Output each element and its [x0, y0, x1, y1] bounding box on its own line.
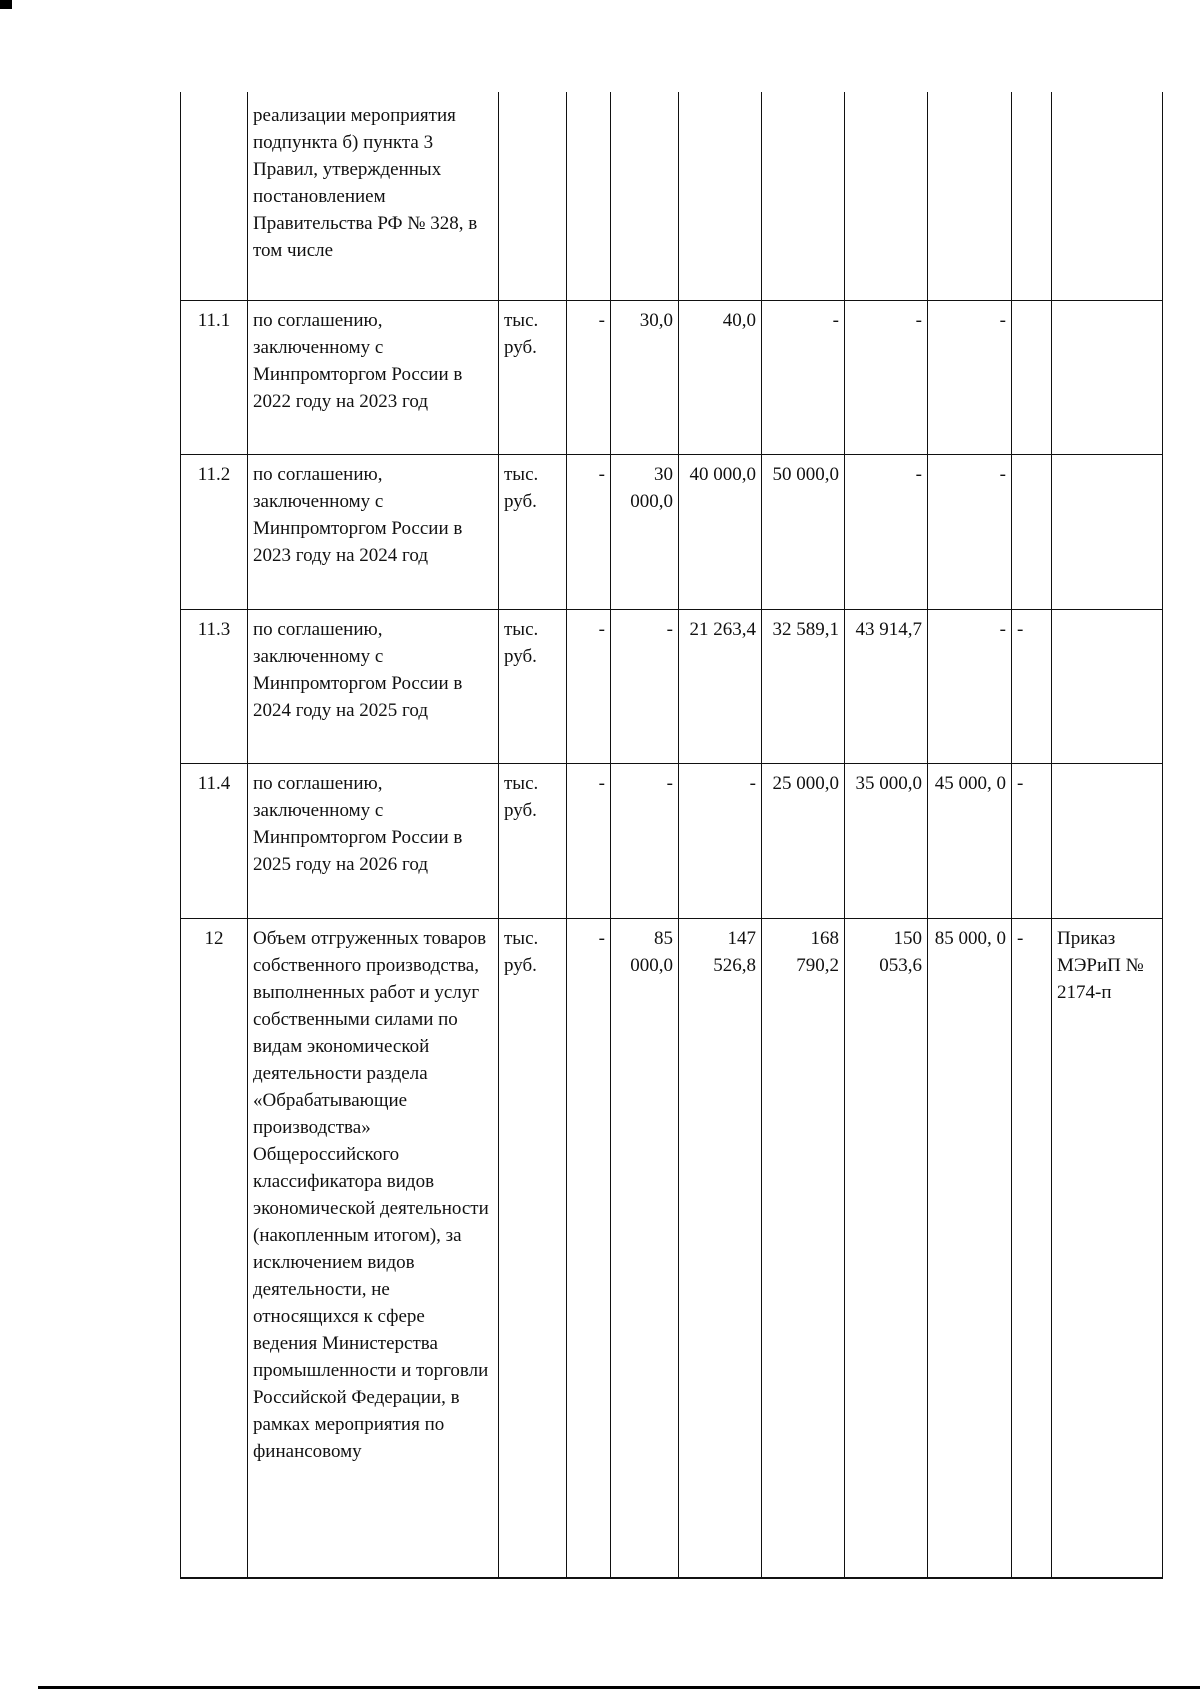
value-cell: 150 053,6 [845, 918, 928, 1578]
value-cell: - [1012, 918, 1052, 1578]
row-number: 11.1 [181, 300, 248, 454]
value-cell: - [928, 300, 1012, 454]
source-cell [1052, 454, 1163, 609]
value-cell: - [611, 763, 679, 918]
value-cell: 147 526,8 [679, 918, 762, 1578]
value-cell [567, 92, 611, 300]
value-cell: - [845, 454, 928, 609]
value-cell: - [928, 454, 1012, 609]
row-number: 11.3 [181, 609, 248, 763]
value-cell: 21 263,4 [679, 609, 762, 763]
value-cell: 85 000,0 [611, 918, 679, 1578]
table-row [181, 92, 1163, 300]
table-row [181, 454, 1163, 609]
value-cell [928, 92, 1012, 300]
unit-cell: тыс. руб. [499, 300, 567, 454]
source-cell [1052, 92, 1163, 300]
indicator-name: Объем отгруженных товаров собственного производства, выполненных работ и услуг собственными силами по видам экономической деятельности раздела «Обрабатывающие производства» Общероссийского классификатора видов экономической деятельности (накопленным итогом), за исключением видов деятельности, не относящихся к сфере ведения Министерства промышленности и торговли Российской Федерации, в рамках мероприятия по финансовому [248, 918, 499, 1578]
value-cell: 45 000, 0 [928, 763, 1012, 918]
value-cell: - [611, 609, 679, 763]
value-cell [611, 92, 679, 300]
value-cell: 50 000,0 [762, 454, 845, 609]
value-cell [845, 92, 928, 300]
value-cell: 35 000,0 [845, 763, 928, 918]
value-cell: - [762, 300, 845, 454]
value-cell [762, 92, 845, 300]
value-cell: - [567, 763, 611, 918]
value-cell: - [928, 609, 1012, 763]
source-cell: Приказ МЭРиП № 2174-п [1052, 918, 1163, 1578]
value-cell [1012, 300, 1052, 454]
value-cell: - [845, 300, 928, 454]
row-number: 12 [181, 918, 248, 1578]
value-cell: 40,0 [679, 300, 762, 454]
unit-cell: тыс. руб. [499, 454, 567, 609]
indicator-name: по соглашению, заключенному с Минпромторгом России в 2022 году на 2023 год [248, 300, 499, 454]
value-cell [679, 92, 762, 300]
value-cell: 32 589,1 [762, 609, 845, 763]
unit-cell: тыс. руб. [499, 763, 567, 918]
source-cell [1052, 609, 1163, 763]
source-cell [1052, 300, 1163, 454]
value-cell: 40 000,0 [679, 454, 762, 609]
value-cell: - [567, 918, 611, 1578]
value-cell: 30,0 [611, 300, 679, 454]
table-row [181, 609, 1163, 763]
unit-cell [499, 92, 567, 300]
indicator-name: по соглашению, заключенному с Минпромторгом России в 2023 году на 2024 год [248, 454, 499, 609]
value-cell: - [679, 763, 762, 918]
value-cell: 30 000,0 [611, 454, 679, 609]
indicator-name: по соглашению, заключенному с Минпромторгом России в 2025 году на 2026 год [248, 763, 499, 918]
source-cell [1052, 763, 1163, 918]
value-cell [1012, 454, 1052, 609]
value-cell: 168 790,2 [762, 918, 845, 1578]
page-footer-rule [38, 1686, 1200, 1689]
row-number: 11.2 [181, 454, 248, 609]
value-cell: - [567, 454, 611, 609]
indicator-name: реализации мероприятия подпункта б) пункта 3 Правил, утвержденных постановлением Правительства РФ № 328, в том числе [248, 92, 499, 300]
row-number: 11.4 [181, 763, 248, 918]
table-row [181, 763, 1163, 918]
value-cell: - [1012, 609, 1052, 763]
table-row [181, 300, 1163, 454]
row-number [181, 92, 248, 300]
unit-cell: тыс. руб. [499, 609, 567, 763]
value-cell: - [1012, 763, 1052, 918]
scan-corner-mark [0, 0, 12, 9]
indicator-name: по соглашению, заключенному с Минпромторгом России в 2024 году на 2025 год [248, 609, 499, 763]
indicator-table [180, 92, 1163, 1579]
value-cell [1012, 92, 1052, 300]
value-cell: - [567, 609, 611, 763]
unit-cell: тыс. руб. [499, 918, 567, 1578]
value-cell: 43 914,7 [845, 609, 928, 763]
value-cell: - [567, 300, 611, 454]
table-row [181, 918, 1163, 1578]
value-cell: 25 000,0 [762, 763, 845, 918]
value-cell: 85 000, 0 [928, 918, 1012, 1578]
